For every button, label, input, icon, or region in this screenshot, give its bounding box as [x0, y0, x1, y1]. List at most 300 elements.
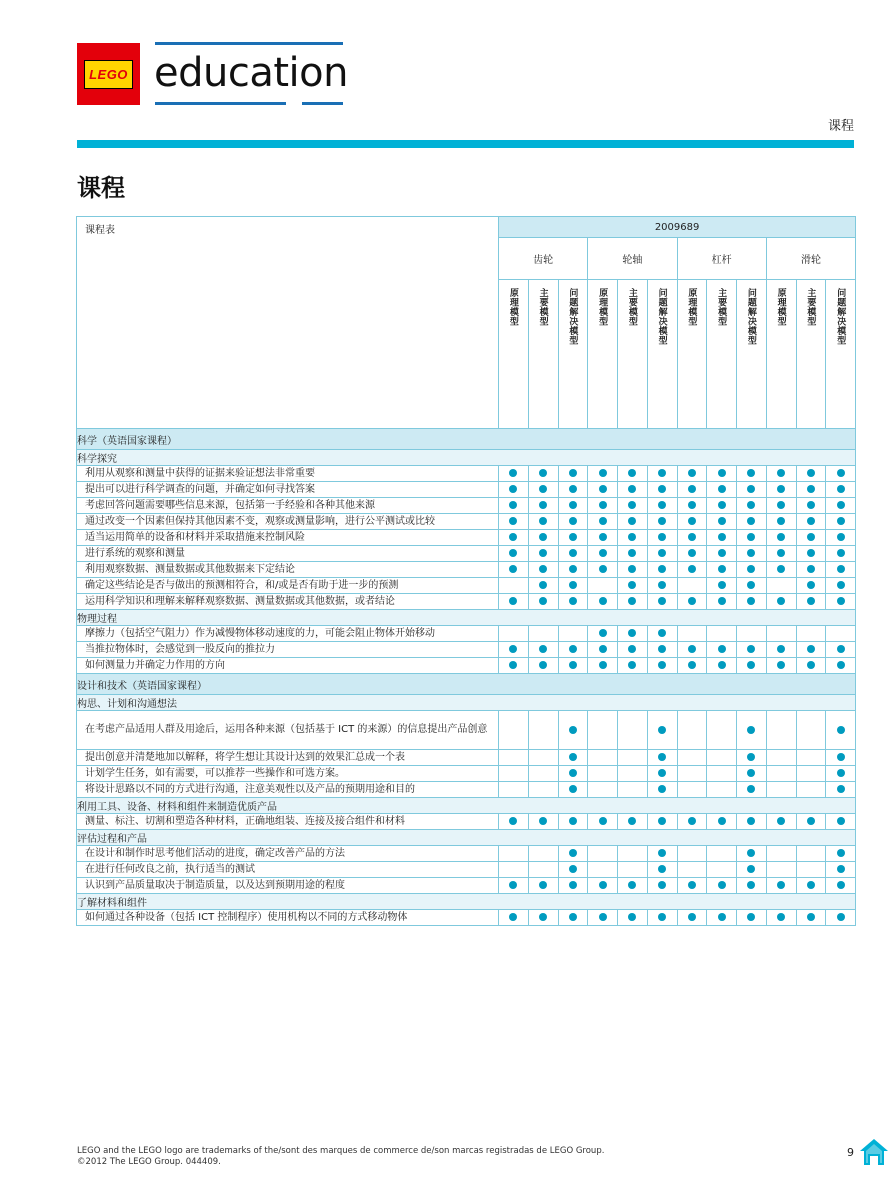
table-row [77, 466, 856, 482]
coverage-cell [588, 642, 618, 658]
coverage-cell [826, 910, 856, 926]
coverage-cell [647, 862, 677, 878]
coverage-dot-icon [688, 597, 696, 605]
coverage-dot-icon [599, 597, 607, 605]
coverage-dot-icon [628, 581, 636, 589]
coverage-cell [588, 846, 618, 862]
coverage-cell [677, 562, 707, 578]
model-type-label: 主要模型 [626, 288, 637, 326]
objective-text: 认识到产品质量取决于制造质量，以及达到预期用途的程度 [77, 878, 499, 894]
table-row [77, 658, 856, 674]
coverage-cell [737, 766, 767, 782]
coverage-dot-icon [658, 549, 666, 557]
coverage-cell [707, 626, 737, 642]
table-row [77, 878, 856, 894]
coverage-cell [647, 658, 677, 674]
coverage-cell [826, 642, 856, 658]
model-header: 齿轮 [499, 238, 588, 280]
home-icon[interactable] [859, 1137, 889, 1167]
coverage-dot-icon [658, 913, 666, 921]
subject-heading: 设计和技术（英语国家课程） [77, 674, 856, 695]
coverage-cell [588, 578, 618, 594]
coverage-cell [528, 910, 558, 926]
coverage-dot-icon [599, 645, 607, 653]
model-header: 滑轮 [766, 238, 855, 280]
objective-text: 在考虑产品适用人群及用途后，运用各种来源（包括基于 ICT 的来源）的信息提出产品创意 [77, 711, 499, 750]
model-type-label: 原理模型 [686, 288, 697, 326]
coverage-cell [558, 750, 588, 766]
coverage-dot-icon [658, 597, 666, 605]
coverage-dot-icon [718, 597, 726, 605]
coverage-dot-icon [688, 661, 696, 669]
coverage-dot-icon [688, 565, 696, 573]
coverage-dot-icon [658, 581, 666, 589]
coverage-cell [707, 658, 737, 674]
coverage-cell [588, 711, 618, 750]
coverage-dot-icon [718, 469, 726, 477]
coverage-dot-icon [718, 881, 726, 889]
coverage-dot-icon [837, 645, 845, 653]
coverage-cell [766, 750, 796, 766]
coverage-dot-icon [688, 485, 696, 493]
product-code: 2009689 [499, 217, 856, 238]
table-row [77, 711, 856, 750]
coverage-cell [796, 910, 826, 926]
coverage-cell [528, 578, 558, 594]
model-type-header [826, 280, 856, 429]
coverage-dot-icon [688, 501, 696, 509]
objective-text: 在进行任何改良之前，执行适当的测试 [77, 862, 499, 878]
coverage-cell [618, 711, 648, 750]
coverage-cell [766, 514, 796, 530]
table-row [77, 514, 856, 530]
coverage-cell [558, 782, 588, 798]
coverage-dot-icon [539, 485, 547, 493]
coverage-cell [796, 814, 826, 830]
coverage-cell [766, 878, 796, 894]
coverage-cell [796, 766, 826, 782]
model-type-label: 原理模型 [597, 288, 608, 326]
coverage-cell [737, 846, 767, 862]
coverage-dot-icon [718, 501, 726, 509]
coverage-dot-icon [628, 881, 636, 889]
coverage-dot-icon [658, 485, 666, 493]
coverage-dot-icon [509, 565, 517, 573]
coverage-dot-icon [569, 726, 577, 734]
model-type-header [558, 280, 588, 429]
coverage-cell [499, 514, 529, 530]
coverage-dot-icon [628, 485, 636, 493]
coverage-dot-icon [658, 661, 666, 669]
coverage-cell [766, 562, 796, 578]
coverage-cell [677, 862, 707, 878]
coverage-cell [618, 594, 648, 610]
coverage-cell [499, 626, 529, 642]
section-label: 课程 [827, 119, 854, 134]
objective-text: 在设计和制作时思考他们活动的进度，确定改善产品的方法 [77, 846, 499, 862]
coverage-cell [677, 642, 707, 658]
coverage-cell [766, 846, 796, 862]
coverage-cell [528, 594, 558, 610]
coverage-dot-icon [658, 629, 666, 637]
coverage-cell [707, 910, 737, 926]
coverage-dot-icon [539, 517, 547, 525]
coverage-cell [588, 466, 618, 482]
model-type-label: 主要模型 [716, 288, 727, 326]
coverage-cell [528, 466, 558, 482]
coverage-dot-icon [539, 533, 547, 541]
coverage-cell [647, 910, 677, 926]
coverage-cell [528, 750, 558, 766]
coverage-cell [558, 626, 588, 642]
footer-legal [77, 1146, 604, 1168]
coverage-dot-icon [658, 645, 666, 653]
coverage-cell [826, 878, 856, 894]
model-type-header [707, 280, 737, 429]
lego-logo [77, 43, 140, 105]
coverage-cell [499, 530, 529, 546]
coverage-dot-icon [599, 913, 607, 921]
coverage-cell [826, 498, 856, 514]
coverage-dot-icon [747, 645, 755, 653]
coverage-dot-icon [509, 549, 517, 557]
coverage-dot-icon [777, 501, 785, 509]
coverage-dot-icon [837, 817, 845, 825]
coverage-cell [707, 862, 737, 878]
coverage-cell [618, 578, 648, 594]
coverage-cell [558, 814, 588, 830]
coverage-dot-icon [539, 469, 547, 477]
group-heading: 物理过程 [77, 610, 856, 626]
coverage-dot-icon [777, 881, 785, 889]
coverage-dot-icon [628, 645, 636, 653]
coverage-cell [826, 514, 856, 530]
coverage-cell [618, 466, 648, 482]
coverage-cell [647, 766, 677, 782]
coverage-dot-icon [539, 565, 547, 573]
model-header: 轮轴 [588, 238, 677, 280]
coverage-dot-icon [718, 581, 726, 589]
coverage-cell [766, 910, 796, 926]
coverage-cell [707, 878, 737, 894]
coverage-cell [677, 594, 707, 610]
coverage-dot-icon [569, 501, 577, 509]
coverage-dot-icon [658, 769, 666, 777]
wordmark-rule-bottom-left [155, 102, 286, 105]
coverage-dot-icon [777, 913, 785, 921]
model-header: 杠杆 [677, 238, 766, 280]
coverage-cell [647, 750, 677, 766]
coverage-dot-icon [509, 469, 517, 477]
coverage-dot-icon [747, 533, 755, 541]
coverage-cell [647, 814, 677, 830]
coverage-cell [499, 711, 529, 750]
coverage-cell [677, 578, 707, 594]
coverage-dot-icon [837, 581, 845, 589]
coverage-cell [588, 626, 618, 642]
coverage-cell [796, 594, 826, 610]
coverage-cell [499, 482, 529, 498]
coverage-cell [558, 466, 588, 482]
coverage-cell [707, 750, 737, 766]
coverage-cell [677, 910, 707, 926]
objective-text: 确定这些结论是否与做出的预测相符合，和/或是否有助于进一步的预测 [77, 578, 499, 594]
coverage-cell [528, 562, 558, 578]
lego-logo-text: LEGO [84, 60, 133, 89]
coverage-dot-icon [837, 865, 845, 873]
coverage-cell [618, 782, 648, 798]
group-heading: 构思、计划和沟通想法 [77, 695, 856, 711]
coverage-cell [796, 711, 826, 750]
coverage-dot-icon [628, 501, 636, 509]
table-row [77, 546, 856, 562]
coverage-cell [737, 750, 767, 766]
coverage-dot-icon [569, 549, 577, 557]
coverage-dot-icon [658, 565, 666, 573]
model-type-header [499, 280, 529, 429]
model-type-header [618, 280, 648, 429]
coverage-cell [707, 814, 737, 830]
coverage-dot-icon [837, 597, 845, 605]
objective-text: 如何通过各种设备（包括 ICT 控制程序）使用机构以不同的方式移动物体 [77, 910, 499, 926]
coverage-dot-icon [569, 881, 577, 889]
coverage-dot-icon [747, 517, 755, 525]
coverage-cell [766, 782, 796, 798]
coverage-cell [618, 482, 648, 498]
coverage-dot-icon [658, 785, 666, 793]
coverage-dot-icon [599, 469, 607, 477]
coverage-dot-icon [837, 769, 845, 777]
coverage-dot-icon [569, 581, 577, 589]
coverage-cell [796, 846, 826, 862]
coverage-dot-icon [599, 565, 607, 573]
coverage-cell [796, 562, 826, 578]
coverage-cell [766, 766, 796, 782]
coverage-dot-icon [569, 849, 577, 857]
coverage-cell [647, 846, 677, 862]
coverage-cell [737, 578, 767, 594]
coverage-cell [737, 546, 767, 562]
table-row [77, 910, 856, 926]
coverage-dot-icon [628, 597, 636, 605]
coverage-dot-icon [509, 913, 517, 921]
coverage-dot-icon [837, 469, 845, 477]
coverage-dot-icon [777, 597, 785, 605]
coverage-dot-icon [509, 597, 517, 605]
objective-text: 适当运用简单的设备和材料并采取措施来控制风险 [77, 530, 499, 546]
coverage-cell [677, 466, 707, 482]
coverage-dot-icon [569, 661, 577, 669]
coverage-dot-icon [747, 469, 755, 477]
coverage-cell [618, 658, 648, 674]
coverage-dot-icon [747, 485, 755, 493]
coverage-cell [737, 626, 767, 642]
coverage-cell [796, 878, 826, 894]
coverage-dot-icon [509, 485, 517, 493]
coverage-cell [647, 782, 677, 798]
coverage-cell [766, 466, 796, 482]
coverage-cell [826, 846, 856, 862]
coverage-dot-icon [539, 645, 547, 653]
objective-text: 提出创意并清楚地加以解释，将学生想让其设计达到的效果汇总成一个表 [77, 750, 499, 766]
model-type-label: 问题解决模型 [567, 288, 578, 345]
coverage-cell [588, 498, 618, 514]
coverage-cell [737, 910, 767, 926]
coverage-dot-icon [747, 849, 755, 857]
coverage-cell [826, 711, 856, 750]
coverage-cell [677, 766, 707, 782]
coverage-dot-icon [658, 726, 666, 734]
coverage-cell [737, 658, 767, 674]
coverage-cell [618, 766, 648, 782]
model-type-label: 原理模型 [507, 288, 518, 326]
model-type-label: 主要模型 [805, 288, 816, 326]
objective-text: 利用从观察和测量中获得的证据来验证想法非常重要 [77, 466, 499, 482]
coverage-dot-icon [837, 753, 845, 761]
coverage-cell [677, 711, 707, 750]
coverage-cell [737, 562, 767, 578]
coverage-cell [499, 814, 529, 830]
coverage-cell [677, 814, 707, 830]
coverage-dot-icon [599, 881, 607, 889]
table-row [77, 562, 856, 578]
coverage-dot-icon [747, 753, 755, 761]
coverage-cell [707, 546, 737, 562]
coverage-cell [677, 482, 707, 498]
coverage-cell [826, 750, 856, 766]
coverage-dot-icon [807, 597, 815, 605]
coverage-dot-icon [837, 913, 845, 921]
coverage-cell [618, 626, 648, 642]
coverage-cell [796, 782, 826, 798]
coverage-dot-icon [569, 785, 577, 793]
coverage-dot-icon [807, 501, 815, 509]
coverage-cell [558, 562, 588, 578]
coverage-cell [766, 530, 796, 546]
coverage-dot-icon [807, 661, 815, 669]
coverage-cell [766, 711, 796, 750]
coverage-cell [588, 814, 618, 830]
coverage-cell [707, 530, 737, 546]
coverage-dot-icon [807, 581, 815, 589]
coverage-cell [677, 514, 707, 530]
coverage-dot-icon [777, 469, 785, 477]
model-type-header [677, 280, 707, 429]
coverage-dot-icon [658, 501, 666, 509]
coverage-cell [647, 530, 677, 546]
coverage-dot-icon [569, 485, 577, 493]
coverage-cell [766, 482, 796, 498]
coverage-dot-icon [569, 565, 577, 573]
coverage-cell [588, 562, 618, 578]
coverage-dot-icon [747, 565, 755, 573]
table-row [77, 750, 856, 766]
coverage-cell [588, 482, 618, 498]
coverage-cell [558, 878, 588, 894]
objective-text: 考虑回答问题需要哪些信息来源，包括第一手经验和各种其他来源 [77, 498, 499, 514]
coverage-dot-icon [658, 753, 666, 761]
coverage-dot-icon [688, 469, 696, 477]
coverage-dot-icon [569, 817, 577, 825]
coverage-cell [528, 482, 558, 498]
coverage-cell [499, 578, 529, 594]
coverage-dot-icon [807, 549, 815, 557]
coverage-dot-icon [539, 501, 547, 509]
coverage-cell [707, 578, 737, 594]
model-type-label: 主要模型 [537, 288, 548, 326]
coverage-cell [558, 642, 588, 658]
coverage-dot-icon [837, 485, 845, 493]
coverage-cell [499, 862, 529, 878]
coverage-cell [707, 766, 737, 782]
coverage-cell [647, 642, 677, 658]
coverage-cell [558, 711, 588, 750]
model-type-header [647, 280, 677, 429]
coverage-dot-icon [688, 817, 696, 825]
coverage-cell [707, 642, 737, 658]
coverage-dot-icon [807, 913, 815, 921]
coverage-cell [588, 766, 618, 782]
coverage-dot-icon [599, 549, 607, 557]
header-accent-bar [77, 140, 854, 148]
coverage-dot-icon [569, 753, 577, 761]
coverage-dot-icon [599, 517, 607, 525]
coverage-dot-icon [718, 549, 726, 557]
coverage-dot-icon [599, 817, 607, 825]
coverage-cell [499, 750, 529, 766]
coverage-cell [707, 594, 737, 610]
coverage-dot-icon [837, 533, 845, 541]
coverage-cell [707, 482, 737, 498]
coverage-cell [588, 750, 618, 766]
coverage-dot-icon [718, 645, 726, 653]
objective-text: 提出可以进行科学调查的问题，并确定如何寻找答案 [77, 482, 499, 498]
coverage-dot-icon [688, 913, 696, 921]
table-row [77, 498, 856, 514]
coverage-dot-icon [509, 501, 517, 509]
coverage-dot-icon [837, 849, 845, 857]
coverage-dot-icon [509, 881, 517, 889]
coverage-dot-icon [837, 785, 845, 793]
group-heading: 科学探究 [77, 450, 856, 466]
coverage-cell [737, 878, 767, 894]
coverage-cell [528, 514, 558, 530]
coverage-cell [766, 546, 796, 562]
coverage-dot-icon [718, 817, 726, 825]
coverage-cell [618, 862, 648, 878]
coverage-dot-icon [509, 533, 517, 541]
coverage-dot-icon [807, 565, 815, 573]
coverage-dot-icon [807, 517, 815, 525]
coverage-dot-icon [599, 501, 607, 509]
coverage-cell [737, 498, 767, 514]
coverage-dot-icon [747, 581, 755, 589]
subject-heading: 科学（英语国家课程） [77, 429, 856, 450]
table-row [77, 482, 856, 498]
coverage-dot-icon [718, 565, 726, 573]
coverage-dot-icon [539, 597, 547, 605]
coverage-cell [737, 530, 767, 546]
coverage-cell [826, 814, 856, 830]
coverage-cell [528, 814, 558, 830]
coverage-cell [766, 626, 796, 642]
coverage-dot-icon [509, 661, 517, 669]
table-row [77, 642, 856, 658]
coverage-dot-icon [747, 865, 755, 873]
coverage-dot-icon [658, 533, 666, 541]
coverage-cell [499, 466, 529, 482]
coverage-cell [766, 498, 796, 514]
